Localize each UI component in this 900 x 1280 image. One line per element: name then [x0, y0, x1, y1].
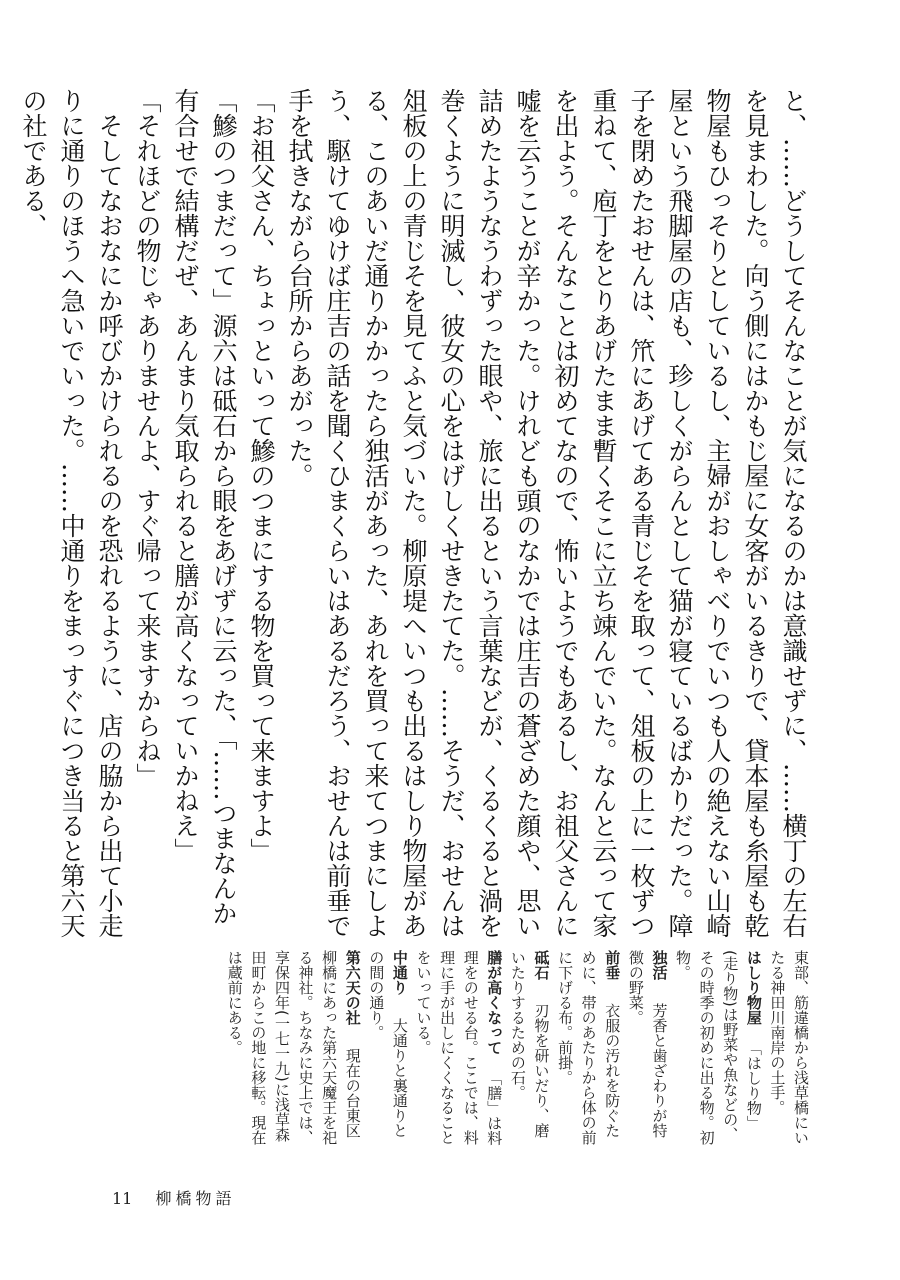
- footnote-term: 中通り: [390, 950, 409, 995]
- footnote-text: 刃物を研いだり、磨いたりするための石。: [508, 950, 551, 1138]
- main-text-column: [19, 88, 812, 948]
- footnote: [552, 950, 623, 1150]
- page-footer: [112, 1186, 235, 1209]
- body-paragraph: と、……どうしてそんなことが気になるのかは意識せずに、……横丁の左右を見まわした。向う側にはかもじ屋に女客がいるきりで、貸本屋も糸屋も乾物屋もひっそりとしているし、主婦がおしゃべりでいつも人の絶えない山崎屋という飛脚屋の店も、珍しくがらんとして猫が寝ているばかりだった。障子を閉めたおせんは、笊にあげてある青じそを取って、俎板の上に一枚ずつ重ねて、庖丁をとりあげたまま暫くそこに立ち竦んでいた。なんと云って家を出よう。そんなことは初めてなので、怖いようでもあるし、お祖父さんに嘘を云うことが辛かった。けれども頭のなかでは庄吉の蒼ざめた顔や、思い詰めたようなうわずった眼や、旅に出るという言葉などが、くるくると渦を巻くように明滅し、彼女の心をはげしくせきたてた。……そうだ、おせんは俎板の上の青じそを見てふと気づいた。柳原堤へいつも出るはしり物屋がある、このあいだ通りかかったら独活があった、あれを買って来てつまにしよう、駆けてゆけば庄吉の話を聞くひまくらいはあるだろう、おせんは前垂で手を拭きながら台所からあがった。: [285, 88, 808, 938]
- body-paragraph: そしてなおなにか呼びかけられるのを恐れるように、店の脇から出て小走りに通りのほうへ急いでいった。……中通りをまっすぐにつき当ると第六天の社である、: [19, 88, 124, 938]
- footnote: [411, 950, 505, 1150]
- footnote-term: 前垂: [603, 950, 622, 980]
- footnote-term: 第六天の社: [343, 950, 362, 1025]
- body-paragraph: 「鰺のつまだって」源六は砥石から眼をあげずに云った、「……つまなんか有合せで結構だぜ、あんまり気取られると膳が高くなっていかねえ」: [171, 88, 238, 926]
- footnote-text: 芳香と歯ざわりが特徴の野菜。: [626, 950, 669, 1138]
- footnote-text: 「膳」は料理をのせる台。ここでは、料理に手が出しにくくなることをいっている。: [414, 950, 504, 1146]
- footnote-term: 膳が高くなって: [485, 950, 504, 1055]
- footnote-term: はしり物屋: [744, 950, 763, 1025]
- footnote: [623, 950, 670, 1150]
- footnote-term: 独活: [650, 950, 669, 980]
- footnotes-section: [72, 950, 812, 1150]
- running-title: 柳橋物語: [155, 1189, 236, 1208]
- footnote: [670, 950, 764, 1150]
- footnote-text: 衣服の汚れを防ぐために、帯のあたりから体の前に下げる布。前掛。: [556, 950, 622, 1145]
- footnote: [364, 950, 411, 1150]
- footnote-text: 大通りと裏通りとの間の通り。: [367, 950, 409, 1138]
- footnote-term: 砥石: [532, 950, 551, 980]
- footnote-continuation: 東部、筋違橋から浅草橋にいたる神田川南岸の土手。: [768, 950, 810, 1145]
- body-paragraph: 「お祖父さん、ちょっといって鰺のつまにする物を買って来ますよ」: [247, 88, 276, 863]
- body-paragraph: 「それほどの物じゃありませんよ、すぐ帰って来ますからね」: [133, 88, 162, 788]
- page-number: 11: [112, 1189, 133, 1208]
- footnote: [505, 950, 552, 1150]
- footnote-text: 現在の台東区柳橋にあった第六天魔王を祀る神社。ちなみに史上では、享保四年(一七一九)に浅草森田町からこの地に移転。現在は蔵前にある。: [225, 950, 362, 1145]
- footnote: [222, 950, 364, 1150]
- footnote-text: 「はしり物」(走り物)は野菜や魚などの、その時季の初めに出る物。初物。: [674, 950, 763, 1145]
